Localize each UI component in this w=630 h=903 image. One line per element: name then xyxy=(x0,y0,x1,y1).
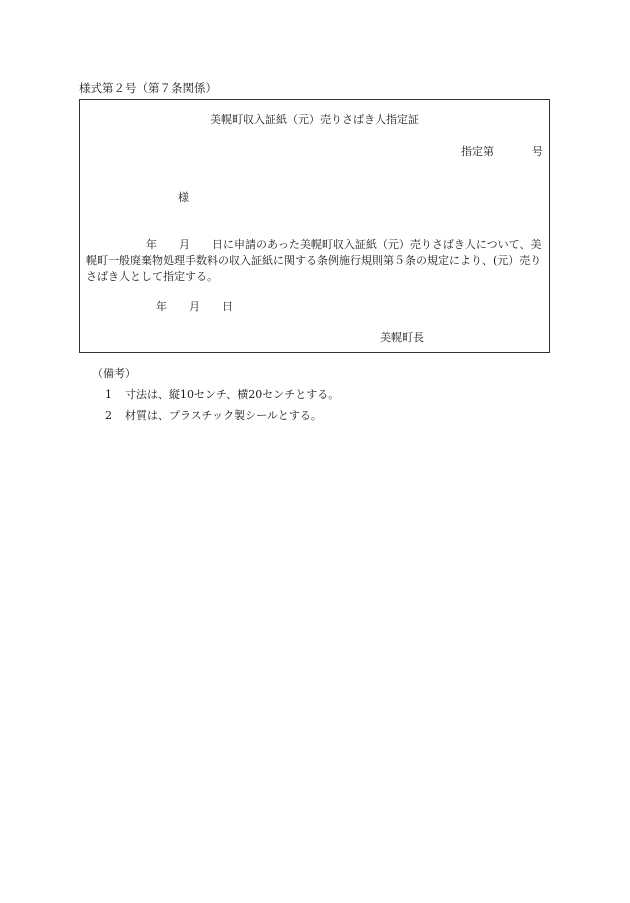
addressee-suffix: 様 xyxy=(178,191,189,204)
remark-text: 材質は、プラスチック製シールとする。 xyxy=(125,409,322,422)
body-year: 年 xyxy=(146,238,157,251)
certificate-body xyxy=(86,237,546,285)
body-text: 日に申請のあった美幌町収入証紙（元）売りさばき人について、美幌町一般廃棄物処理手数料の収入証紙に関する条例施行規則第５条の規定により、(元）売りさばき人として指定する。 xyxy=(86,238,542,283)
issue-date xyxy=(156,299,233,315)
number-prefix: 指定第 xyxy=(461,145,494,158)
remarks-title: （備考） xyxy=(92,367,136,380)
issuer-name: 美幌町長 xyxy=(380,331,424,344)
certificate-title: 美幌町収入証紙（元）売りさばき人指定証 xyxy=(210,113,419,126)
remark-number: 1 xyxy=(105,388,112,401)
remark-item xyxy=(105,387,339,403)
designation-number xyxy=(461,144,543,160)
certificate-frame xyxy=(79,99,550,353)
remark-item xyxy=(105,408,322,424)
date-year: 年 xyxy=(156,300,167,313)
body-month: 月 xyxy=(179,238,190,251)
remark-number: 2 xyxy=(105,409,112,422)
number-suffix: 号 xyxy=(532,145,543,158)
date-month: 月 xyxy=(189,300,200,313)
date-day: 日 xyxy=(222,300,233,313)
form-label: 様式第２号（第７条関係） xyxy=(79,81,217,95)
remark-text: 寸法は、縦10センチ、横20センチとする。 xyxy=(125,388,340,401)
